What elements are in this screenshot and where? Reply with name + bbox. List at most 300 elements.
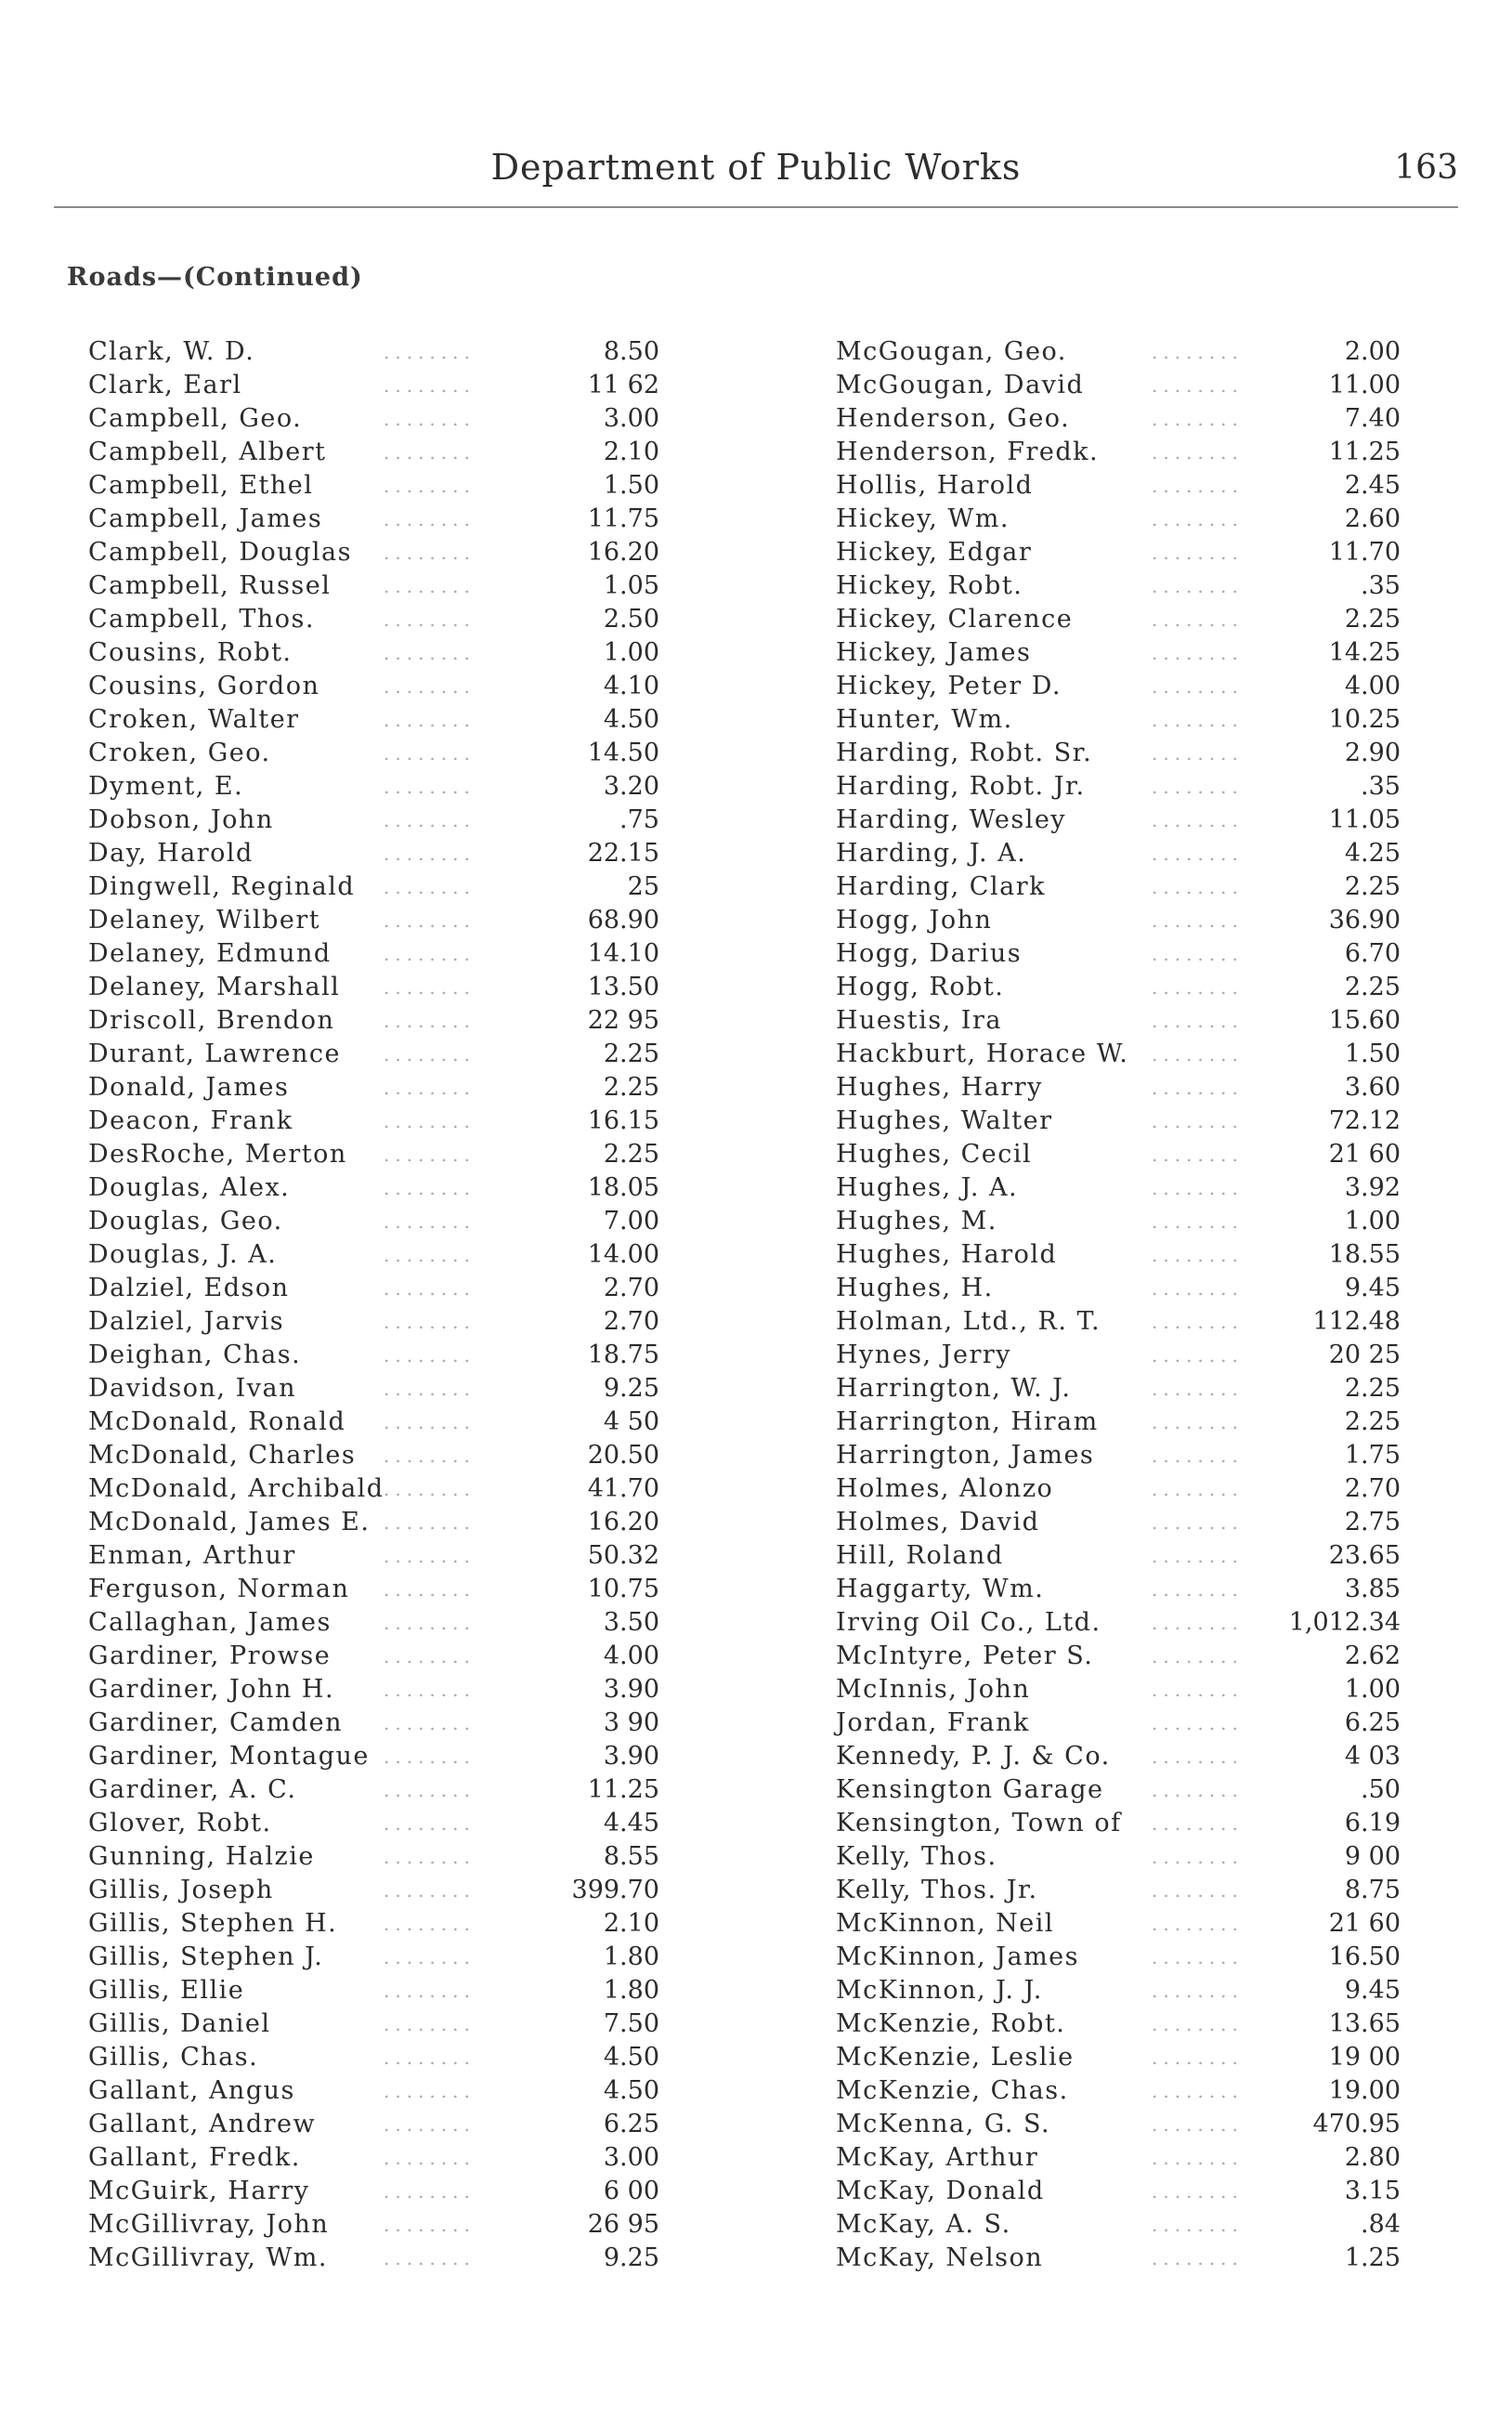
payment-amount: 2.70 xyxy=(1344,1474,1401,1503)
payee-name: Harding, Robt. Jr. xyxy=(836,772,1086,801)
ledger-row xyxy=(836,2007,1401,2041)
payee-name: Deighan, Chas. xyxy=(88,1340,302,1369)
payee-name: McGougan, David xyxy=(836,371,1085,399)
ledger-row xyxy=(836,2175,1401,2208)
ledger-row xyxy=(836,670,1401,703)
payee-name: Hughes, Walter xyxy=(836,1106,1053,1135)
ledger-row xyxy=(88,1071,659,1105)
payment-amount: 6.19 xyxy=(1344,1809,1401,1837)
dot-leader: ........ xyxy=(384,1578,476,1601)
dot-leader: ........ xyxy=(384,876,476,898)
ledger-row xyxy=(88,2041,659,2074)
dot-leader: ........ xyxy=(384,2080,476,2102)
ledger-row xyxy=(836,971,1401,1004)
payee-name: Hickey, Edgar xyxy=(836,538,1033,567)
ledger-row xyxy=(836,1773,1401,1807)
dot-leader: ........ xyxy=(384,2013,476,2035)
payment-amount: 1.80 xyxy=(603,1942,659,1971)
dot-leader: ........ xyxy=(384,508,476,530)
dot-leader: ........ xyxy=(384,943,476,965)
payee-name: Hughes, Harold xyxy=(836,1240,1058,1269)
dot-leader: ........ xyxy=(384,1812,476,1835)
payee-name: McGillivray, John xyxy=(88,2210,330,2239)
dot-leader: ........ xyxy=(1152,508,1244,530)
payee-name: Campbell, Thos. xyxy=(88,605,315,634)
payee-name: Gardiner, Montague xyxy=(88,1742,370,1771)
dot-leader: ........ xyxy=(1152,1210,1244,1233)
dot-leader: ........ xyxy=(384,1311,476,1333)
dot-leader: ........ xyxy=(384,1277,476,1300)
payee-name: Kensington, Town of xyxy=(836,1809,1122,1837)
dot-leader: ........ xyxy=(1152,1043,1244,1066)
dot-leader: ........ xyxy=(384,575,476,597)
payee-name: McKay, Donald xyxy=(836,2177,1045,2205)
payment-amount: 3.20 xyxy=(603,772,659,801)
payee-name: Hughes, J. A. xyxy=(836,1173,1019,1202)
dot-leader: ........ xyxy=(1152,575,1244,597)
dot-leader: ........ xyxy=(384,1879,476,1902)
ledger-row xyxy=(836,1506,1401,1539)
payment-amount: 14.00 xyxy=(587,1240,659,1269)
payment-amount: 1.25 xyxy=(1344,2243,1401,2272)
ledger-row xyxy=(88,1372,659,1406)
payee-name: Hogg, Darius xyxy=(836,939,1023,968)
ledger-row xyxy=(836,1974,1401,2007)
dot-leader: ........ xyxy=(384,1144,476,1166)
payment-amount: 72.12 xyxy=(1328,1106,1401,1135)
ledger-row xyxy=(88,2007,659,2041)
ledger-row xyxy=(836,1105,1401,1138)
ledger-row xyxy=(836,1138,1401,1171)
payee-name: Hickey, Peter D. xyxy=(836,672,1062,700)
payment-amount: 19 00 xyxy=(1328,2043,1401,2072)
dot-leader: ........ xyxy=(384,475,476,497)
ledger-row xyxy=(836,469,1401,503)
ledger-row xyxy=(88,369,659,402)
ledger-row xyxy=(88,2141,659,2175)
payee-name: Gallant, Andrew xyxy=(88,2110,317,2138)
ledger-row xyxy=(836,837,1401,870)
payee-name: Gillis, Ellie xyxy=(88,1976,245,2005)
dot-leader: ........ xyxy=(384,1980,476,2002)
ledger-row xyxy=(836,1941,1401,1974)
ledger-row xyxy=(836,1740,1401,1773)
payment-amount: 2.45 xyxy=(1344,471,1401,500)
dot-leader: ........ xyxy=(1152,1478,1244,1500)
payment-amount: 14.10 xyxy=(587,939,659,968)
dot-leader: ........ xyxy=(384,1712,476,1734)
ledger-row xyxy=(836,1205,1401,1238)
dot-leader: ........ xyxy=(1152,2046,1244,2069)
dot-leader: ........ xyxy=(1152,709,1244,731)
payee-name: Cousins, Robt. xyxy=(88,638,293,667)
ledger-row xyxy=(88,1339,659,1372)
ledger-row xyxy=(88,1773,659,1807)
payee-name: Gillis, Daniel xyxy=(88,2009,271,2038)
ledger-row xyxy=(88,1305,659,1339)
ledger-row xyxy=(88,670,659,703)
payee-name: Gallant, Fredk. xyxy=(88,2143,301,2172)
ledger-row xyxy=(836,1272,1401,1305)
payee-name: Delaney, Edmund xyxy=(88,939,332,968)
dot-leader: ........ xyxy=(1152,374,1244,397)
ledger-row xyxy=(836,1840,1401,1874)
dot-leader: ........ xyxy=(384,408,476,430)
dot-leader: ........ xyxy=(1152,341,1244,363)
dot-leader: ........ xyxy=(1152,475,1244,497)
payment-amount: 23.65 xyxy=(1328,1541,1401,1570)
dot-leader: ........ xyxy=(1152,642,1244,664)
payee-name: Gillis, Joseph xyxy=(88,1876,274,1904)
payee-name: McDonald, James E. xyxy=(88,1508,371,1536)
payment-amount: 4.45 xyxy=(603,1809,659,1837)
ledger-row xyxy=(88,2108,659,2141)
payment-amount: 11.70 xyxy=(1328,538,1401,567)
payment-amount: .84 xyxy=(1361,2210,1401,2239)
ledger-row xyxy=(88,1573,659,1606)
dot-leader: ........ xyxy=(384,1077,476,1099)
payment-amount: 2.25 xyxy=(1344,605,1401,634)
payee-name: McKenna, G. S. xyxy=(836,2110,1051,2138)
payment-amount: 19.00 xyxy=(1328,2076,1401,2105)
ledger-row xyxy=(88,904,659,937)
payment-amount: 112.48 xyxy=(1312,1307,1401,1336)
ledger-row xyxy=(836,804,1401,837)
dot-leader: ........ xyxy=(1152,1879,1244,1902)
ledger-row xyxy=(836,1372,1401,1406)
payee-name: Holman, Ltd., R. T. xyxy=(836,1307,1101,1336)
payee-name: Ferguson, Norman xyxy=(88,1575,350,1603)
dot-leader: ........ xyxy=(384,441,476,464)
dot-leader: ........ xyxy=(1152,1277,1244,1300)
dot-leader: ........ xyxy=(384,909,476,932)
ledger-row xyxy=(836,1038,1401,1071)
ledger-row xyxy=(836,1339,1401,1372)
payment-amount: 16.15 xyxy=(587,1106,659,1135)
payment-amount: 2.80 xyxy=(1344,2143,1401,2172)
ledger-row xyxy=(836,2074,1401,2108)
payee-name: Hickey, Robt. xyxy=(836,571,1023,600)
ledger-row xyxy=(836,436,1401,469)
dot-leader: ........ xyxy=(1152,1411,1244,1433)
payment-amount: 18.55 xyxy=(1328,1240,1401,1269)
ledger-row xyxy=(836,636,1401,670)
payment-amount: 4 03 xyxy=(1344,1742,1401,1771)
dot-leader: ........ xyxy=(384,742,476,765)
payment-amount: 11.75 xyxy=(587,504,659,533)
payment-amount: 1.80 xyxy=(603,1976,659,2005)
ledger-row xyxy=(88,436,659,469)
ledger-row xyxy=(88,1171,659,1205)
dot-leader: ........ xyxy=(384,1411,476,1433)
payee-name: Hickey, James xyxy=(836,638,1032,667)
ledger-row xyxy=(88,737,659,770)
dot-leader: ........ xyxy=(1152,1846,1244,1868)
payment-amount: 2.25 xyxy=(1344,973,1401,1001)
payee-name: Kelly, Thos. Jr. xyxy=(836,1876,1038,1904)
payee-name: McKenzie, Chas. xyxy=(836,2076,1069,2105)
dot-leader: ........ xyxy=(384,2247,476,2269)
payment-amount: 3.90 xyxy=(603,1675,659,1704)
ledger-row xyxy=(836,569,1401,603)
dot-leader: ........ xyxy=(1152,1946,1244,1968)
dot-leader: ........ xyxy=(384,1645,476,1667)
ledger-row xyxy=(836,1807,1401,1840)
payee-name: Douglas, J. A. xyxy=(88,1240,278,1269)
payment-amount: 11 62 xyxy=(587,371,659,399)
payment-amount: 3.50 xyxy=(603,1608,659,1637)
ledger-row xyxy=(836,1439,1401,1472)
payee-name: Croken, Geo. xyxy=(88,739,271,767)
ledger-row xyxy=(836,2208,1401,2242)
payment-amount: 2.60 xyxy=(1344,504,1401,533)
payee-name: Huestis, Ira xyxy=(836,1006,1002,1035)
payment-amount: .35 xyxy=(1361,772,1401,801)
payment-amount: 21 60 xyxy=(1328,1909,1401,1938)
payee-name: Callaghan, James xyxy=(88,1608,332,1637)
section-heading: Roads—(Continued) xyxy=(67,263,363,292)
payment-amount: 7.50 xyxy=(603,2009,659,2038)
payee-name: McKinnon, James xyxy=(836,1942,1080,1971)
payee-name: Hughes, Cecil xyxy=(836,1140,1033,1169)
dot-leader: ........ xyxy=(384,1010,476,1032)
dot-leader: ........ xyxy=(384,1545,476,1567)
ledger-row xyxy=(836,2108,1401,2141)
ledger-row xyxy=(836,1673,1401,1706)
payment-amount: 3.00 xyxy=(603,2143,659,2172)
payee-name: Hickey, Clarence xyxy=(836,605,1074,634)
payment-amount: 11.25 xyxy=(1328,438,1401,466)
ledger-row xyxy=(836,770,1401,804)
dot-leader: ........ xyxy=(1152,1679,1244,1701)
payment-amount: 8.75 xyxy=(1344,1876,1401,1904)
payee-name: Cousins, Gordon xyxy=(88,672,320,700)
payment-amount: 2.25 xyxy=(603,1073,659,1102)
payee-name: Gardiner, A. C. xyxy=(88,1775,297,1804)
payment-amount: 399.70 xyxy=(571,1876,659,1904)
dot-leader: ........ xyxy=(1152,542,1244,564)
payee-name: Gillis, Stephen H. xyxy=(88,1909,338,1938)
ledger-row xyxy=(88,804,659,837)
ledger-row xyxy=(836,402,1401,436)
ledger-row xyxy=(88,1506,659,1539)
dot-leader: ........ xyxy=(1152,1144,1244,1166)
ledger-row xyxy=(88,569,659,603)
dot-leader: ........ xyxy=(384,1846,476,1868)
dot-leader: ........ xyxy=(384,642,476,664)
ledger-row xyxy=(88,402,659,436)
dot-leader: ........ xyxy=(1152,675,1244,698)
payment-amount: 22 95 xyxy=(587,1006,659,1035)
payment-amount: 26 95 xyxy=(587,2210,659,2239)
payment-amount: 13.65 xyxy=(1328,2009,1401,2038)
payment-amount: 6.70 xyxy=(1344,939,1401,968)
dot-leader: ........ xyxy=(384,1913,476,1935)
payee-name: McDonald, Ronald xyxy=(88,1407,346,1436)
payee-name: Day, Harold xyxy=(88,839,254,868)
ledger-row xyxy=(88,1874,659,1907)
payee-name: Hughes, Harry xyxy=(836,1073,1043,1102)
page-number: 163 xyxy=(1394,149,1458,187)
payment-amount: 3.90 xyxy=(603,1742,659,1771)
payment-amount: 9.25 xyxy=(603,2243,659,2272)
dot-leader: ........ xyxy=(384,1110,476,1132)
payee-name: Hollis, Harold xyxy=(836,471,1034,500)
dot-leader: ........ xyxy=(1152,2113,1244,2136)
ledger-row xyxy=(836,1874,1401,1907)
ledger-row xyxy=(836,503,1401,536)
dot-leader: ........ xyxy=(1152,1578,1244,1601)
payment-amount: 2.25 xyxy=(603,1140,659,1169)
payee-name: Hunter, Wm. xyxy=(836,705,1013,734)
payee-name: Harding, Wesley xyxy=(836,805,1067,834)
ledger-row xyxy=(836,703,1401,737)
payee-name: Henderson, Fredk. xyxy=(836,438,1100,466)
dot-leader: ........ xyxy=(1152,776,1244,798)
payment-amount: 2.90 xyxy=(1344,739,1401,767)
payee-name: Campbell, Geo. xyxy=(88,404,303,433)
payee-name: Harrington, Hiram xyxy=(836,1407,1099,1436)
payee-name: DesRoche, Merton xyxy=(88,1140,347,1169)
payment-amount: 2.50 xyxy=(603,605,659,634)
payment-amount: 20.50 xyxy=(587,1441,659,1470)
dot-leader: ........ xyxy=(1152,1077,1244,1099)
payment-amount: 3.60 xyxy=(1344,1073,1401,1102)
dot-leader: ........ xyxy=(384,1746,476,1768)
ledger-row xyxy=(836,1606,1401,1640)
payee-name: Gardiner, Camden xyxy=(88,1708,343,1737)
payee-name: McGillivray, Wm. xyxy=(88,2243,328,2272)
payment-amount: 11.25 xyxy=(587,1775,659,1804)
payee-name: Croken, Walter xyxy=(88,705,300,734)
ledger-row xyxy=(836,1406,1401,1439)
ledger-row xyxy=(836,904,1401,937)
ledger-row xyxy=(836,1004,1401,1038)
dot-leader: ........ xyxy=(1152,1378,1244,1400)
dot-leader: ........ xyxy=(384,1478,476,1500)
dot-leader: ........ xyxy=(1152,1244,1244,1266)
ledger-row xyxy=(88,1941,659,1974)
dot-leader: ........ xyxy=(1152,943,1244,965)
payee-name: McKinnon, Neil xyxy=(836,1909,1055,1938)
payment-amount: 1.75 xyxy=(1344,1441,1401,1470)
ledger-row xyxy=(88,503,659,536)
ledger-row xyxy=(836,369,1401,402)
payment-amount: 4.10 xyxy=(603,672,659,700)
payee-name: Kensington Garage xyxy=(836,1775,1104,1804)
dot-leader: ........ xyxy=(384,1511,476,1534)
payment-amount: 10.75 xyxy=(587,1575,659,1603)
payee-name: Dobson, John xyxy=(88,805,274,834)
dot-leader: ........ xyxy=(384,1946,476,1968)
payment-amount: 9.45 xyxy=(1344,1274,1401,1302)
ledger-row xyxy=(88,1907,659,1941)
dot-leader: ........ xyxy=(1152,1779,1244,1801)
payment-amount: 1.00 xyxy=(1344,1675,1401,1704)
payment-amount: 36.90 xyxy=(1328,906,1401,935)
ledger-row xyxy=(836,1171,1401,1205)
ledger-row xyxy=(836,1706,1401,1740)
header-rule xyxy=(54,206,1458,208)
payment-amount: 3.15 xyxy=(1344,2177,1401,2205)
dot-leader: ........ xyxy=(384,1445,476,1467)
payment-amount: 14.50 xyxy=(587,739,659,767)
dot-leader: ........ xyxy=(384,2147,476,2169)
dot-leader: ........ xyxy=(1152,2180,1244,2203)
payment-amount: 2.70 xyxy=(603,1274,659,1302)
ledger-row xyxy=(836,1472,1401,1506)
dot-leader: ........ xyxy=(1152,976,1244,999)
payment-amount: 7.40 xyxy=(1344,404,1401,433)
payee-name: Deacon, Frank xyxy=(88,1106,293,1135)
dot-leader: ........ xyxy=(1152,1010,1244,1032)
ledger-row xyxy=(88,2175,659,2208)
dot-leader: ........ xyxy=(1152,1311,1244,1333)
payee-name: Harding, J. A. xyxy=(836,839,1027,868)
payee-name: Davidson, Ivan xyxy=(88,1374,296,1403)
payee-name: Gardiner, Prowse xyxy=(88,1641,332,1670)
payment-amount: 2.75 xyxy=(1344,1508,1401,1536)
dot-leader: ........ xyxy=(1152,441,1244,464)
ledger-row xyxy=(836,1539,1401,1573)
payee-name: Campbell, Douglas xyxy=(88,538,353,567)
payee-name: Dalziel, Jarvis xyxy=(88,1307,285,1336)
payee-name: Donald, James xyxy=(88,1073,290,1102)
payee-name: Gardiner, John H. xyxy=(88,1675,335,1704)
payment-amount: 4.00 xyxy=(1344,672,1401,700)
payee-name: Gillis, Stephen J. xyxy=(88,1942,324,1971)
payment-amount: 11.05 xyxy=(1328,805,1401,834)
payment-amount: .35 xyxy=(1361,571,1401,600)
payee-name: McIntyre, Peter S. xyxy=(836,1641,1094,1670)
payee-name: Gillis, Chas. xyxy=(88,2043,259,2072)
ledger-row xyxy=(88,1640,659,1673)
payment-amount: 2.62 xyxy=(1344,1641,1401,1670)
page-title: Department of Public Works xyxy=(490,147,1022,188)
payment-amount: 4.50 xyxy=(603,705,659,734)
payment-amount: 3.00 xyxy=(603,404,659,433)
payee-name: Campbell, Ethel xyxy=(88,471,314,500)
payee-name: Durant, Lawrence xyxy=(88,1040,341,1068)
payee-name: Harding, Clark xyxy=(836,872,1046,901)
ledger-row xyxy=(88,1606,659,1640)
dot-leader: ........ xyxy=(1152,1980,1244,2002)
payment-amount: 16.20 xyxy=(587,538,659,567)
payment-amount: 16.50 xyxy=(1328,1942,1401,1971)
dot-leader: ........ xyxy=(384,1779,476,1801)
payment-amount: 25 xyxy=(627,872,659,901)
dot-leader: ........ xyxy=(384,2113,476,2136)
payment-amount: 1.00 xyxy=(603,638,659,667)
ledger-row xyxy=(836,536,1401,569)
dot-leader: ........ xyxy=(1152,909,1244,932)
payee-name: Campbell, Russel xyxy=(88,571,332,600)
dot-leader: ........ xyxy=(384,976,476,999)
ledger-row xyxy=(836,1305,1401,1339)
payment-amount: 1.50 xyxy=(603,471,659,500)
dot-leader: ........ xyxy=(1152,1110,1244,1132)
ledger-row xyxy=(836,1071,1401,1105)
ledger-row xyxy=(88,536,659,569)
ledger-row xyxy=(88,1673,659,1706)
dot-leader: ........ xyxy=(1152,1612,1244,1634)
ledger-row xyxy=(836,2141,1401,2175)
payee-name: Gallant, Angus xyxy=(88,2076,295,2105)
ledger-row xyxy=(88,770,659,804)
payee-name: Kelly, Thos. xyxy=(836,1842,997,1871)
dot-leader: ........ xyxy=(1152,843,1244,865)
dot-leader: ........ xyxy=(384,1612,476,1634)
